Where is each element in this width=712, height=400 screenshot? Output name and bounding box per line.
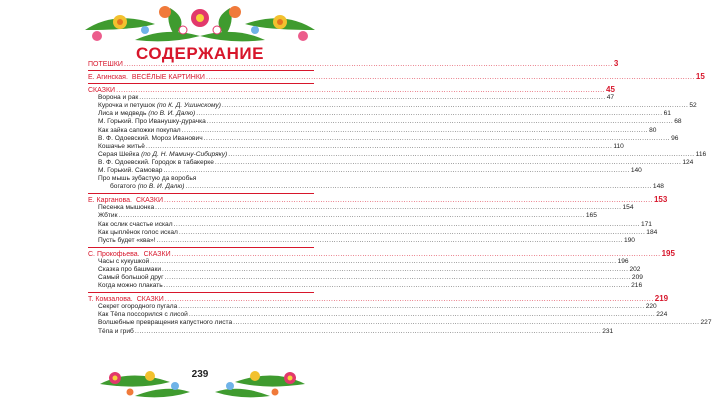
toc-page-number: 154 <box>622 204 634 212</box>
leader-dots: ........................................................................................................................................................................................................ <box>206 118 674 126</box>
toc-entry-text: СКАЗКИ <box>136 296 164 304</box>
toc-entry-text: Самый большой друг <box>98 274 164 281</box>
toc-entry-text: Пусть будет «ква»! <box>98 236 156 244</box>
leader-dots: ........................................................................................................................................................................................................ <box>156 236 623 244</box>
toc-entry-title <box>88 159 214 167</box>
leader-dots: ........................................................................................................................................................................................................ <box>233 319 700 327</box>
leader-dots: ........................................................................................................................................................................................................ <box>171 250 661 258</box>
toc-page-number: 68 <box>674 118 682 126</box>
toc-entry-text: Лиса и медведь <box>98 110 147 118</box>
page-title: СОДЕРЖАНИЕ <box>136 44 264 63</box>
toc-item <box>88 204 634 212</box>
leader-dots: ........................................................................................................................................................................................................ <box>150 257 617 265</box>
toc-entry-title <box>88 303 177 311</box>
toc-item <box>88 150 707 159</box>
toc-item <box>88 274 643 282</box>
toc-item <box>88 102 697 110</box>
toc-entry-title <box>88 94 138 102</box>
toc-page-number: 45 <box>606 85 615 94</box>
toc-entry-text: Как ослик счастье искал <box>98 220 173 228</box>
leader-dots: ........................................................................................................................................................................................................ <box>163 167 630 174</box>
toc-item <box>88 236 635 245</box>
toc-page-number: 220 <box>645 303 657 311</box>
toc-page-number: 124 <box>682 158 694 166</box>
toc-entry-text: Когда можно плакать <box>98 282 163 290</box>
toc-item <box>88 257 629 266</box>
toc-item <box>88 167 642 175</box>
leader-dots: ........................................................................................................................................................................................................ <box>164 197 653 205</box>
toc-entry-text: Секрет огородного пугала <box>98 303 178 311</box>
toc-entry-title <box>88 175 196 183</box>
toc-entry-text: богатого <box>110 183 136 191</box>
leader-dots: ........................................................................................................................................................................................................ <box>139 94 606 102</box>
toc-entry-author: Е. Агинская. <box>88 74 128 81</box>
toc-item <box>88 126 657 135</box>
toc-page-number: 196 <box>617 257 629 265</box>
toc-section <box>88 248 675 258</box>
toc-entry-title <box>88 274 164 282</box>
toc-entry-title <box>88 237 156 245</box>
toc-entry-text: Курочка и петушок <box>98 102 155 110</box>
toc-entry-title <box>88 143 145 151</box>
toc-entry-title <box>88 127 181 135</box>
toc-item <box>88 142 624 151</box>
toc-item <box>88 220 652 229</box>
leader-dots: ........................................................................................................................................................................................................ <box>155 204 622 212</box>
toc-entry-title <box>88 229 178 237</box>
toc-entry-text: Песенка мышонка <box>98 204 155 212</box>
leader-dots: ........................................................................................................................................................................................................ <box>205 74 695 81</box>
toc-page-number: 116 <box>695 150 707 158</box>
toc-section <box>88 85 615 94</box>
toc-entry-text: ПОТЕШКИ <box>88 61 123 68</box>
toc-entry-title <box>88 282 163 290</box>
leader-dots: ........................................................................................................................................................................................................ <box>228 150 695 158</box>
section-separator <box>88 83 314 84</box>
leader-dots: ........................................................................................................................................................................................................ <box>181 126 649 134</box>
toc-page-number: 110 <box>613 142 624 150</box>
toc-entry-text: СКАЗКИ <box>143 250 171 258</box>
leader-dots: ........................................................................................................................................................................................................ <box>163 282 631 290</box>
toc-entry-source: (по В. И. Далю) <box>146 110 196 118</box>
leader-dots: ........................................................................................................................................................................................................ <box>164 296 654 304</box>
toc-entry-source: (по Д. Н. Мамину-Сибиряку) <box>139 150 228 158</box>
toc-entry-title <box>88 266 161 274</box>
section-separator <box>88 247 314 248</box>
toc-section <box>88 294 669 304</box>
toc-section <box>88 72 705 81</box>
toc-page-number: 153 <box>653 195 668 205</box>
toc-page-number: 148 <box>652 183 664 191</box>
leader-dots: ........................................................................................................................................................................................................ <box>123 61 613 68</box>
toc-entry-text: Серая Шейка <box>98 150 140 158</box>
leader-dots: ........................................................................................................................................................................................................ <box>145 142 613 150</box>
toc-item <box>88 118 682 126</box>
toc-entry-text: Как зайка сапожки покупал <box>98 126 181 134</box>
toc-item <box>88 158 694 167</box>
leader-dots: ........................................................................................................................................................................................................ <box>196 110 663 118</box>
leader-dots: ........................................................................................................................................................................................................ <box>214 158 682 166</box>
toc-item <box>88 175 314 183</box>
toc-entry-title <box>88 328 134 336</box>
toc-item <box>88 228 658 237</box>
toc-page-number: 231 <box>602 327 614 335</box>
toc-entry-text: СКАЗКИ <box>135 197 164 205</box>
toc-page-number: 202 <box>629 265 641 273</box>
leader-dots: ........................................................................................................................................................................................................ <box>173 220 640 228</box>
toc-page-number: 190 <box>623 236 635 244</box>
toc-page-number: 52 <box>689 102 697 110</box>
toc-entry-author: С. Прокофьева. <box>88 250 140 258</box>
toc-entry-title <box>88 135 203 143</box>
toc-page-number: 3 <box>613 59 619 68</box>
toc-page-number: 195 <box>661 248 675 258</box>
leader-dots: ........................................................................................................................................................................................................ <box>116 87 606 94</box>
leader-dots: ........................................................................................................................................................................................................ <box>188 311 656 319</box>
section-separator <box>88 70 314 71</box>
toc-entry-text: В. Ф. Одоевский. Городок в табакерке <box>98 158 214 166</box>
leader-dots: ........................................................................................................................................................................................................ <box>178 228 646 236</box>
toc-item <box>88 282 643 290</box>
toc-entry-text: СКАЗКИ <box>88 87 116 94</box>
toc-entry-author: Е. Карганова. <box>88 197 132 205</box>
toc-item <box>88 183 664 191</box>
toc-item <box>88 303 657 311</box>
toc-entry-author: Т. Комзалова. <box>88 296 133 304</box>
toc-entry-text: ВЕСЁЛЫЕ КАРТИНКИ <box>131 74 205 81</box>
toc-page-number: 219 <box>654 294 669 304</box>
leader-dots: ........................................................................................................................................................................................................ <box>185 183 652 191</box>
toc-entry-title <box>88 118 206 126</box>
toc-entry-text: Про мышь зубастую да воробья <box>98 175 197 183</box>
toc-item <box>88 212 597 220</box>
page-number: 239 <box>191 369 209 380</box>
toc-entry-source: (по В. И. Далю) <box>135 183 185 191</box>
toc-entry-title <box>88 167 162 175</box>
floral-border-bottom <box>95 362 310 400</box>
toc-item <box>88 134 679 143</box>
toc-page-number: 216 <box>631 282 643 290</box>
leader-dots: ........................................................................................................................................................................................................ <box>164 274 631 281</box>
section-separator <box>88 292 314 293</box>
toc-item <box>88 327 614 336</box>
leader-dots: ........................................................................................................................................................................................................ <box>203 134 671 142</box>
toc-page-number: 47 <box>606 94 615 102</box>
toc-section <box>88 59 619 68</box>
toc-section <box>88 195 668 205</box>
toc-entry-title <box>88 212 117 220</box>
toc-entry-text: М. Горький. Самовар <box>98 167 163 174</box>
toc-entry-title <box>88 258 149 266</box>
toc-entry-title <box>88 74 205 82</box>
toc-page-number: 184 <box>646 228 658 236</box>
leader-dots: ........................................................................................................................................................................................................ <box>134 327 602 335</box>
toc-entry-source: (по К. Д. Ушинскому) <box>154 102 221 110</box>
toc-entry-title <box>88 319 232 327</box>
toc-item <box>88 319 712 327</box>
toc-page-number: 209 <box>631 274 643 281</box>
toc-entry-title <box>88 61 123 69</box>
toc-entry-text: М. Горький. Про Иванушку-дурачка <box>98 118 206 126</box>
leader-dots: ........................................................................................................................................................................................................ <box>178 303 645 311</box>
leader-dots: ........................................................................................................................................................................................................ <box>221 102 689 110</box>
toc-page-number: 15 <box>695 72 705 81</box>
leader-dots: ........................................................................................................................................................................................................ <box>118 212 585 220</box>
floral-border-top <box>75 0 325 46</box>
toc-entry-title <box>88 221 173 229</box>
toc-entry-text: Волшебные превращения капустного листа <box>98 319 233 327</box>
toc-entry-text: Часы с кукушкой <box>98 257 150 265</box>
toc-entry-title <box>88 183 185 191</box>
leader-dots: ........................................................................................................................................................................................................ <box>162 265 629 273</box>
section-separator <box>88 193 314 194</box>
toc-page-number: 140 <box>630 167 642 174</box>
toc-entry-text: В. Ф. Одоевский. Мороз Иванович <box>98 134 203 142</box>
toc-page-number: 80 <box>649 126 657 134</box>
toc-page-number: 227 <box>700 319 712 327</box>
toc-entry-title <box>88 151 227 159</box>
toc-entry-text: Тёпа и гриб <box>98 327 134 335</box>
toc-entry-text: Жбтик <box>98 212 118 220</box>
toc-page-number: 224 <box>656 311 668 319</box>
toc-item <box>88 265 641 274</box>
toc-page-number: 165 <box>585 212 597 220</box>
toc-entry-text: Кошачье житьё <box>98 142 145 150</box>
toc-page-number: 61 <box>663 110 671 118</box>
toc-entry-title <box>88 102 221 110</box>
toc-entry-text: Как цыплёнок голос искал <box>98 228 178 236</box>
toc-entry-text: Сказка про башмаки <box>98 265 162 273</box>
toc-entry-text: Как Тёпа поссорился с лисой <box>98 311 188 319</box>
toc-item <box>88 94 615 102</box>
toc-page-number: 171 <box>640 220 652 228</box>
toc-entry-text: Ворона и рак <box>98 94 139 102</box>
toc-page-number: 96 <box>671 134 679 142</box>
